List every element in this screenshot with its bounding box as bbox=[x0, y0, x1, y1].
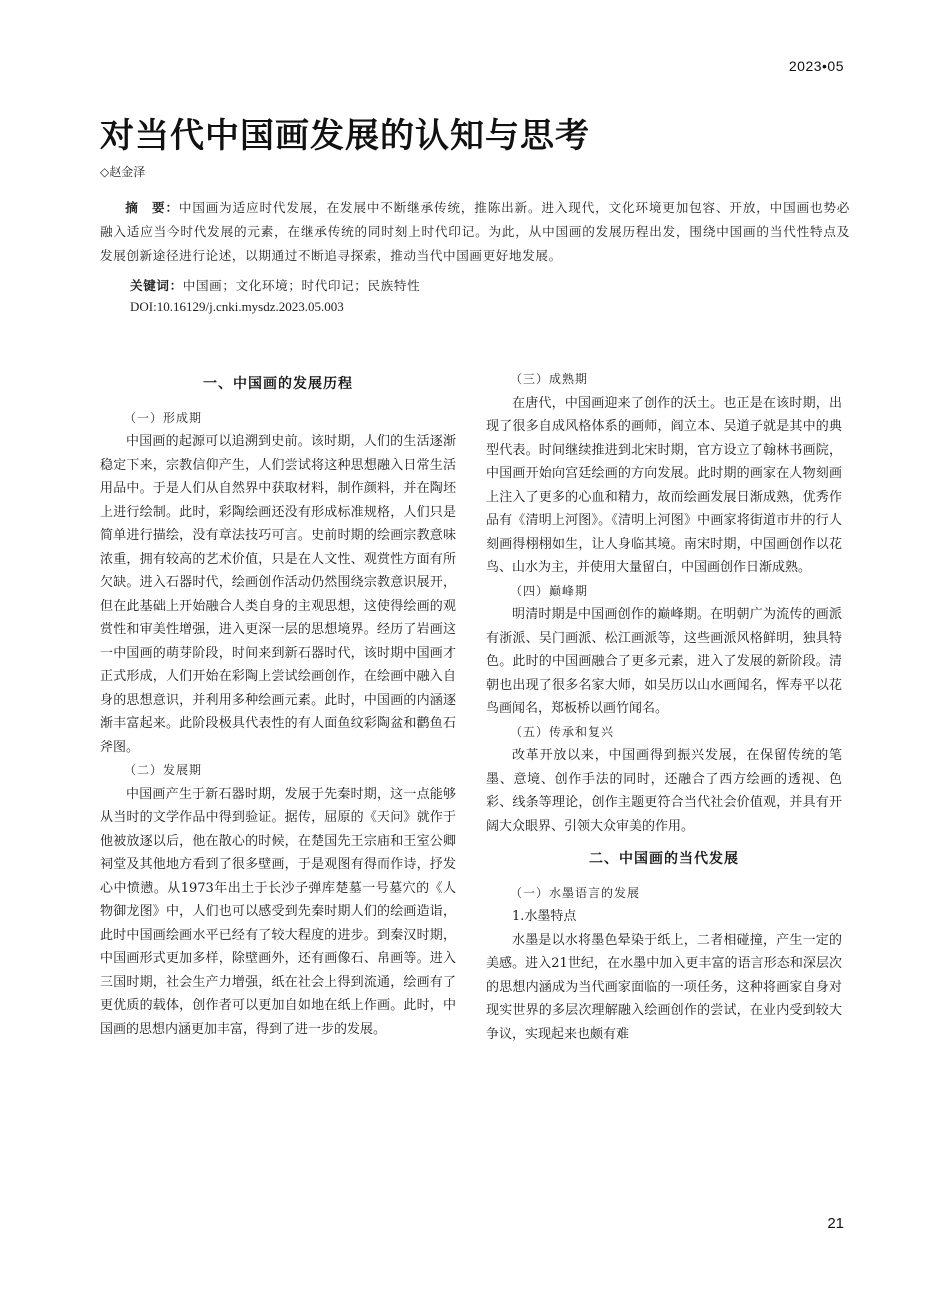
subheading-peak: （四）巅峰期 bbox=[510, 583, 589, 598]
paragraph-development: 中国画产生于新石器时期，发展于先秦时期，这一点能够从当时的文学作品中得到验证。据传，屈原的《天问》就作于他被放逐以后，他在散心的时候，在楚国先王宗庙和王室公卿祠堂及其他地方看到了很多壁画，于是观图有得而作诗，抒发心中愤懑。从1973年出土于长沙子弹库楚墓一号墓穴的《人物御龙图》中，人们也可以感受到先秦时期人们的绘画造诣，此时中国画绘画水平已经有了较大程度的进步。到秦汉时期，中国画形式更加多样，除壁画外，还有画像石、帛画等。进入三国时期，社会生产力增强，纸在社会上得到流通，绘画有了更优质的载体，创作者可以更加自如地在纸上作画。此时，中国画的思想内涵更加丰富，得到了进一步的发展。 bbox=[100, 786, 456, 1037]
author: ◇赵金泽 bbox=[100, 165, 146, 179]
article-title: 对当代中国画发展的认知与思考 bbox=[100, 116, 590, 156]
doi: DOI:10.16129/j.cnki.mysdz.2023.05.003 bbox=[130, 299, 344, 314]
keywords-text: 中国画；文化环境；时代印记；民族特性 bbox=[182, 278, 421, 293]
subheading-maturity: （三）成熟期 bbox=[510, 372, 589, 386]
subheading-formation: （一）形成期 bbox=[124, 410, 203, 425]
subheading-development: （二）发展期 bbox=[124, 763, 203, 777]
left-column bbox=[100, 370, 456, 1041]
section-heading-1: 一、中国画的发展历程 bbox=[203, 376, 353, 392]
keywords bbox=[130, 275, 420, 294]
abstract-text: 中国画为适应时代发展，在发展中不断继承传统，推陈出新。进入现代，文化环境更加包容、开放，中国画也势必融入适应当今时代发展的元素，在继承传统的同时刻上时代印记。为此，从中国画的发展历程出发，围绕中国画的当代性特点及发展创新途径进行论述，以期通过不断追寻探索，推动当代中国画更好地发展。 bbox=[100, 200, 851, 263]
subheading-ink-features: 1.水墨特点 bbox=[512, 909, 577, 924]
paragraph-formation: 中国画的起源可以追溯到史前。该时期，人们的生活逐渐稳定下来，宗教信仰产生，人们尝试将这种思想融入日常生活用品中。于是人们从自然界中获取材料，制作颜料，并在陶坯上进行绘制。此时，彩陶绘画还没有形成标准规格，人们只是简单进行描绘，没有章法技巧可言。史前时期的绘画宗教意味浓重，拥有较高的艺术价值，只是在人文性、观赏性方面有所欠缺。进入石器时代，绘画创作活动仍然围绕宗教意识展开，但在此基础上开始融合人类自身的主观思想，这使得绘画的观赏性和审美性增强，进入更深一层的思想境界。经历了岩画这一中国画的萌芽阶段，时间来到新石器时代，该时期中国画才正式形成，人们开始在彩陶上尝试绘画创作，在绘画中融入自身的思想意识，并利用多种绘画元素。此时，中国画的内涵逐渐丰富起来。此阶段极具代表性的有人面鱼纹彩陶盆和鹳鱼石斧图。 bbox=[100, 434, 456, 755]
subheading-revival: （五）传承和复兴 bbox=[510, 724, 615, 739]
issue-number: 2023•05 bbox=[788, 58, 844, 74]
right-column bbox=[486, 368, 842, 1046]
abstract-label: 摘 要： bbox=[125, 200, 179, 215]
abstract bbox=[100, 196, 850, 268]
keywords-label: 关键词： bbox=[130, 278, 183, 293]
subheading-ink-language: （一）水墨语言的发展 bbox=[510, 885, 641, 900]
page-number: 21 bbox=[827, 1215, 844, 1232]
paragraph-peak: 明清时期是中国画创作的巅峰期。在明朝广为流传的画派有浙派、吴门画派、松江画派等，这些画派风格鲜明，独具特色。此时的中国画融合了更多元素，进入了发展的新阶段。清朝也出现了很多名家大师，如吴历以山水画闻名，恽寿平以花鸟画闻名，郑板桥以画竹闻名。 bbox=[486, 607, 842, 716]
paragraph-maturity: 在唐代，中国画迎来了创作的沃土。也正是在该时期，出现了很多自成风格体系的画师，阎立本、吴道子就是其中的典型代表。时间继续推进到北宋时期，官方设立了翰林书画院，中国画开始向宫廷绘画的方向发展。此时期的画家在人物刻画上注入了更多的心血和精力，故而绘画发展日渐成熟，优秀作品有《清明上河图》。《清明上河图》中画家将街道市井的行人刻画得栩栩如生，让人身临其境。南宋时期，中国画创作以花鸟、山水为主，并使用大量留白，中国画创作日渐成熟。 bbox=[486, 395, 842, 575]
paragraph-revival: 改革开放以来，中国画得到振兴发展，在保留传统的笔墨、意境、创作手法的同时，还融合了西方绘画的透视、色彩、线条等理论，创作主题更符合当代社会价值观，并具有开阔大众眼界、引领大众审美的作用。 bbox=[486, 748, 842, 834]
paragraph-ink-features: 水墨是以水将墨色晕染于纸上，二者相碰撞，产生一定的美感。进入21世纪，在水墨中加入更丰富的语言形态和深层次的思想内涵成为当代画家面临的一项任务，这种将画家自身对现实世界的多层次理解融入绘画创作的尝试，在业内受到较大争议，实现起来也颇有难 bbox=[486, 932, 842, 1042]
section-heading-2: 二、中国画的当代发展 bbox=[589, 851, 739, 867]
